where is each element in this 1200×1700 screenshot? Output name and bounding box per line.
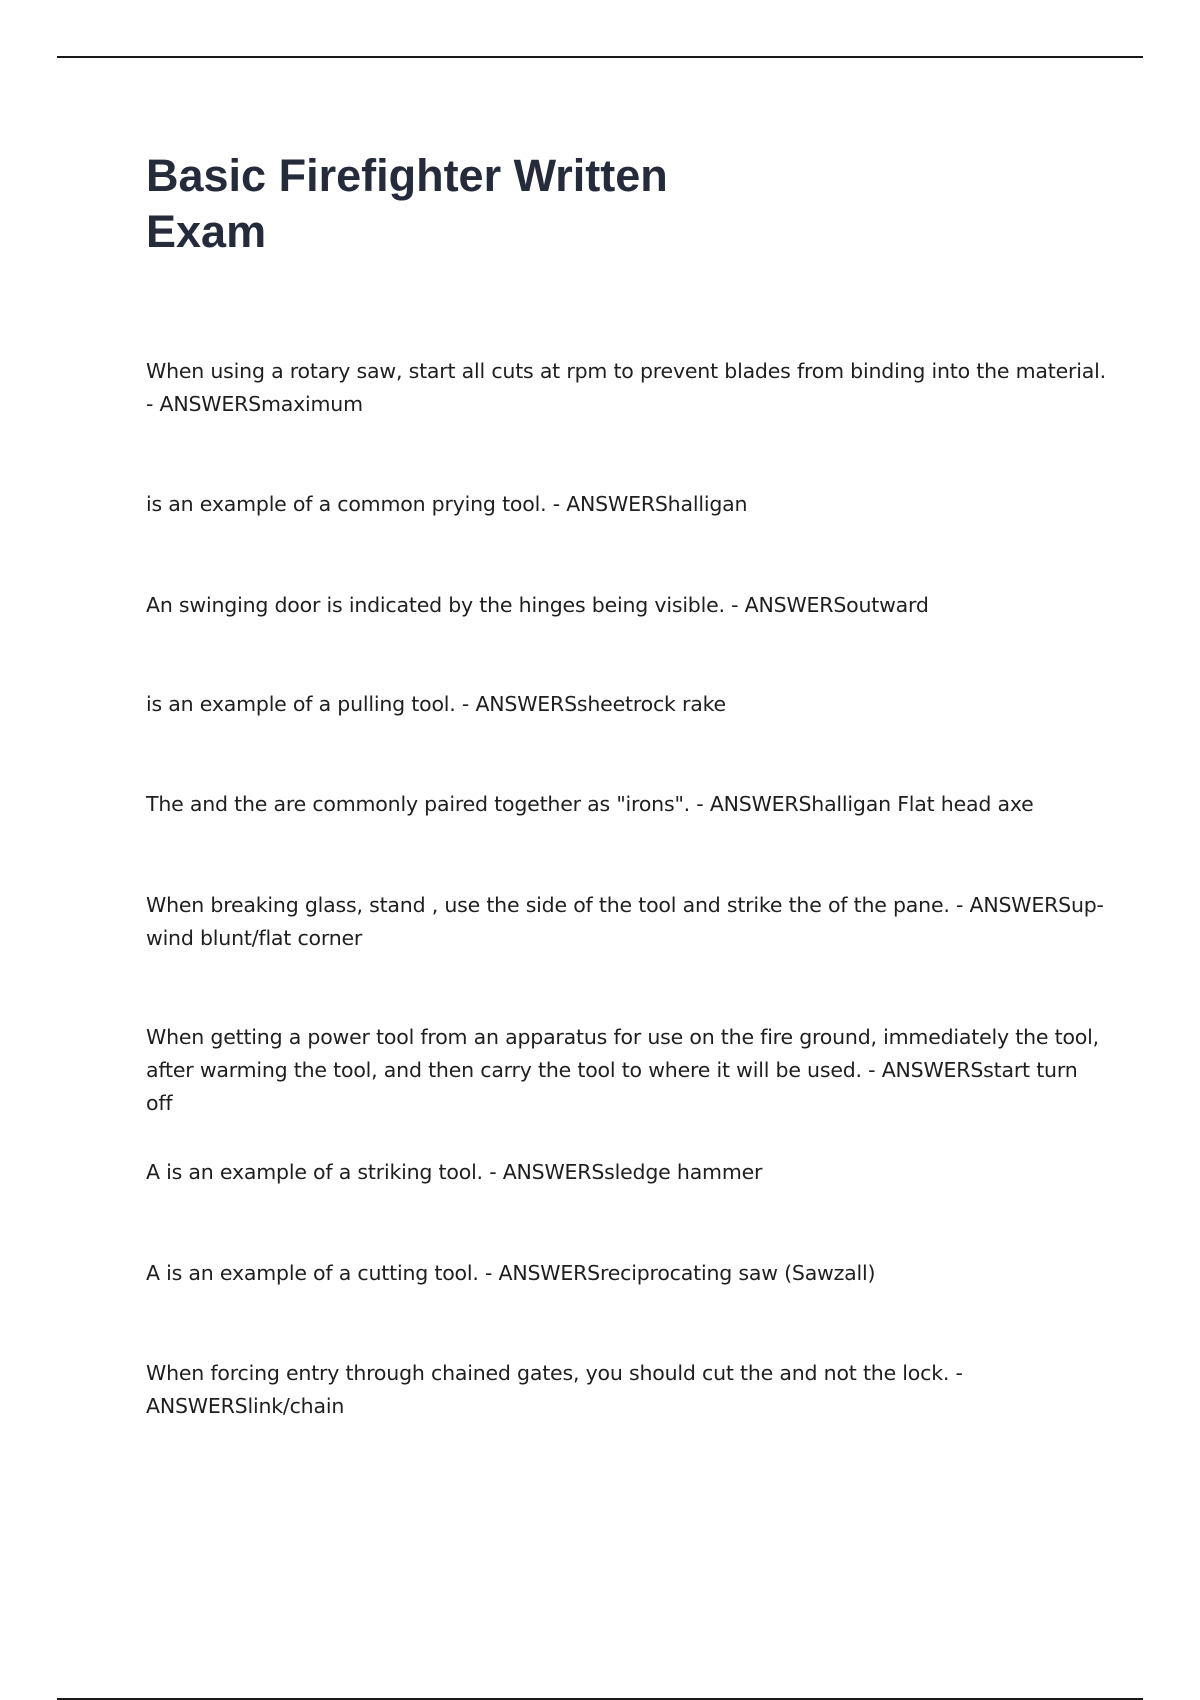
qa-item: The and the are commonly paired together as "irons". - ANSWERShalligan Flat head axe	[146, 792, 1034, 816]
page-title: Basic Firefighter Written Exam	[146, 150, 668, 257]
qa-item: When getting a power tool from an apparatus for use on the fire ground, immediately the tool, after warming the tool, and then carry the tool to where it will be used. - ANSWERSstart turn off	[146, 1025, 1099, 1115]
qa-item: is an example of a common prying tool. - ANSWERShalligan	[146, 492, 748, 516]
top-rule	[57, 56, 1143, 58]
qa-item: An swinging door is indicated by the hinges being visible. - ANSWERSoutward	[146, 593, 929, 617]
qa-item: When using a rotary saw, start all cuts at rpm to prevent blades from binding into the material. - ANSWERSmaximum	[146, 359, 1106, 416]
qa-item: A is an example of a striking tool. - ANSWERSsledge hammer	[146, 1160, 763, 1184]
qa-item: When breaking glass, stand , use the side of the tool and strike the of the pane. - ANSWERSup-wind blunt/flat corner	[146, 893, 1104, 950]
qa-item: When forcing entry through chained gates, you should cut the and not the lock. - ANSWERSlink/chain	[146, 1361, 963, 1418]
qa-item: A is an example of a cutting tool. - ANSWERSreciprocating saw (Sawzall)	[146, 1261, 876, 1285]
qa-item: is an example of a pulling tool. - ANSWERSsheetrock rake	[146, 692, 726, 716]
